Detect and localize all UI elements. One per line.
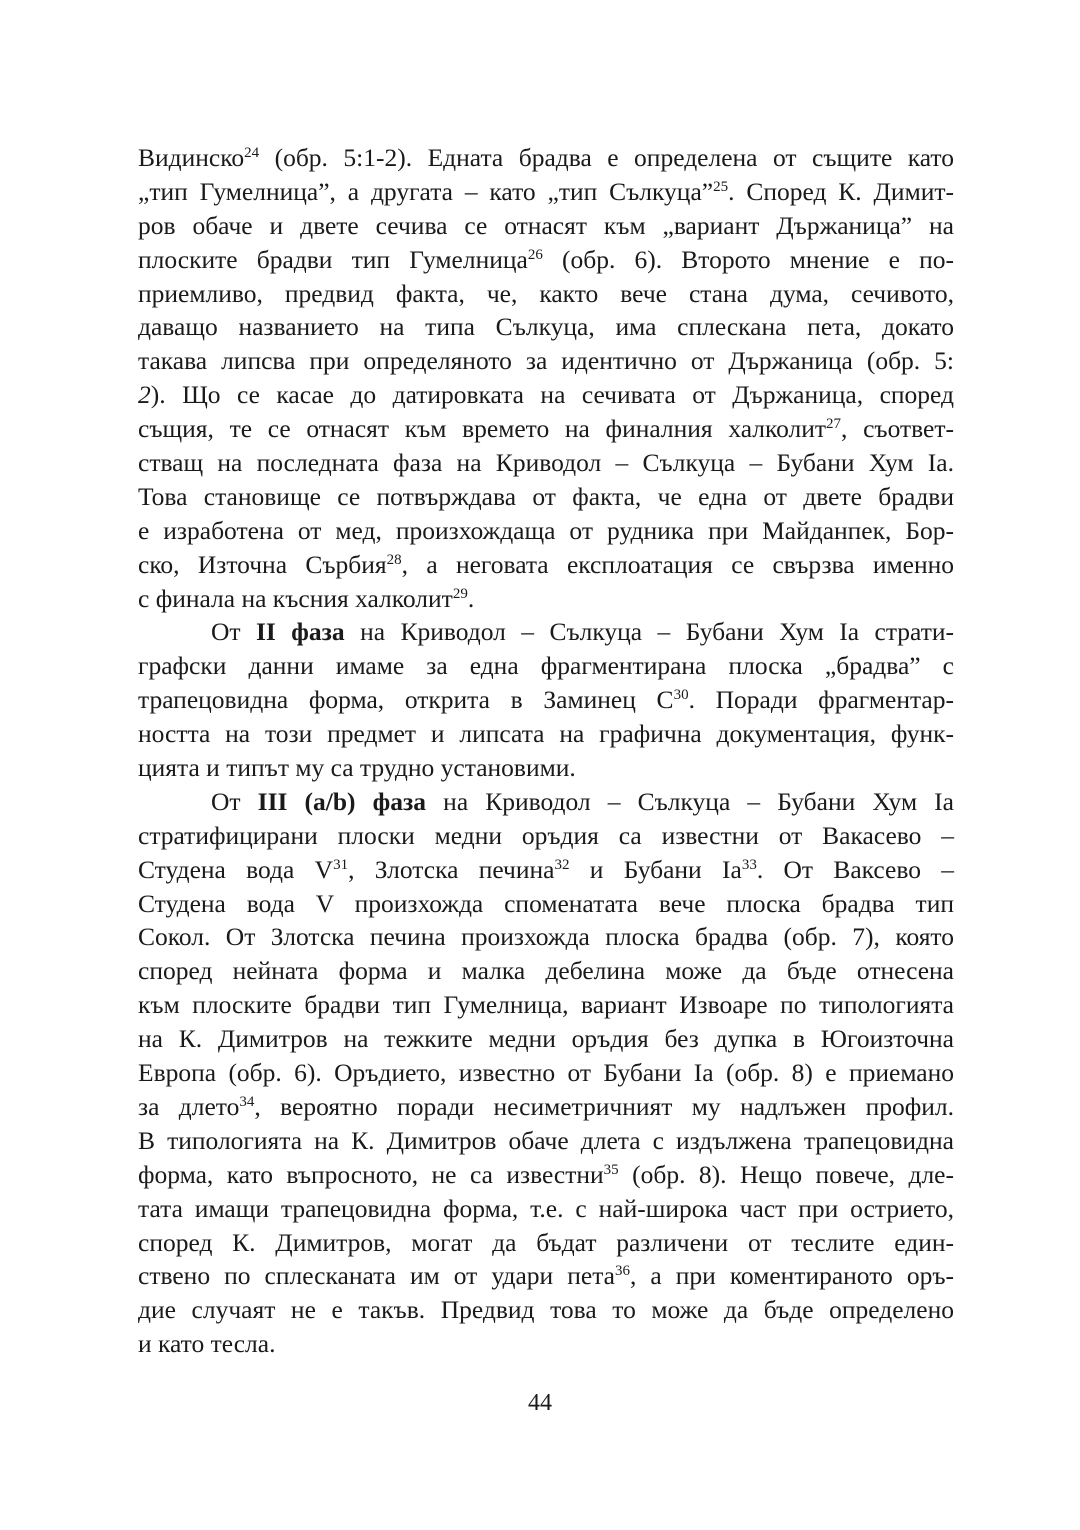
text-line	[138, 988, 954, 1022]
line-text: и Бубани Ia	[569, 854, 742, 884]
line-text: . От Ваксево –	[756, 854, 955, 884]
line-text: „тип Гумелница”, а другата – като „тип Сълкуца”	[138, 176, 714, 206]
text-line	[138, 717, 954, 751]
line-text: От	[211, 617, 256, 647]
line-text: на К. Димитров на тежките медни оръдия без дупка в Югоизточна	[138, 1024, 954, 1054]
line-text: . Поради фрагментар-	[688, 685, 954, 715]
text-line	[138, 1327, 954, 1361]
footnote-ref: 35	[603, 1161, 619, 1178]
line-text: към плоските брадви тип Гумелница, вариант Извоаре по типологията	[138, 990, 954, 1020]
footnote-ref: 34	[239, 1093, 255, 1110]
line-text: В типологията на К. Димитров обаче длета с издължена трапецовидна	[138, 1125, 954, 1155]
text-line	[138, 1293, 954, 1327]
line-text: дие случаят не е такъв. Предвид това то може да бъде определено	[138, 1295, 954, 1325]
line-text: Студена вода V	[138, 854, 334, 884]
footnote-ref: 33	[741, 856, 757, 873]
line-text: същия, те се отнасят към времето на финалния халколит	[138, 414, 827, 444]
line-text: приемливо, предвид факта, че, както вече стана дума, сечивото,	[138, 278, 954, 308]
line-text: ността на този предмет и липсата на графична документация, функ-	[138, 719, 954, 749]
line-text: Студена вода V произхожда споменатата вече плоска брадва тип	[138, 888, 954, 918]
footnote-ref: 29	[452, 585, 468, 602]
text-line	[138, 1192, 954, 1226]
line-text: .	[467, 583, 475, 613]
text-line	[138, 209, 954, 243]
text-line	[138, 751, 954, 785]
text-line	[138, 412, 954, 446]
text-line	[138, 954, 954, 988]
footnote-ref: 30	[673, 687, 689, 704]
paragraph-p3	[138, 785, 954, 1361]
text-line	[138, 582, 954, 616]
line-text: според К. Димитров, могат да бъдат различени от теслите един-	[138, 1227, 954, 1257]
text-line	[138, 920, 954, 954]
line-text: и като тесла.	[138, 1329, 276, 1359]
paragraph-p1	[138, 141, 954, 615]
line-text: форма, като въпросното, не са известни	[138, 1159, 604, 1189]
footnote-ref: 26	[527, 246, 543, 263]
line-text: Това становище се потвърждава от факта, че една от двете брадви	[138, 481, 954, 511]
text-line	[138, 243, 954, 277]
text-line	[138, 378, 954, 412]
line-text: на Криводол – Сълкуца – Бубани Хум Ia	[426, 786, 954, 816]
footnote-ref: 28	[386, 551, 402, 568]
footnote-ref: 24	[244, 145, 260, 161]
line-text: стратифицирани плоски медни оръдия са известни от Вакасево –	[138, 820, 954, 850]
line-text: , Злотска печина	[348, 854, 555, 884]
text-line	[138, 887, 954, 921]
text-line	[138, 683, 954, 717]
text-line	[138, 446, 954, 480]
line-text: тата имащи трапецовидна форма, т.е. с най-широка част при острието,	[138, 1193, 954, 1223]
line-text: е изработена от мед, произхождаща от рудника при Майданпек, Бор-	[138, 515, 954, 545]
text-line	[138, 1259, 954, 1293]
line-text: . Според К. Димит-	[728, 176, 954, 206]
line-text: стващ на последната фаза на Криводол – Сълкуца – Бубани Хум Ia.	[138, 448, 954, 478]
text-line	[138, 310, 954, 344]
text-line	[138, 480, 954, 514]
line-text: (обр. 8). Нещо повече, дле-	[618, 1159, 954, 1189]
line-text: , а неговата експлоатация се свързва именно	[401, 549, 954, 579]
line-text: с финала на късния халколит	[138, 583, 453, 613]
paragraph-p2	[138, 615, 954, 784]
text-line	[138, 1056, 954, 1090]
line-text: на Криводол – Сълкуца – Бубани Хум Ia страти-	[344, 617, 954, 647]
line-text: за длето	[138, 1091, 240, 1121]
line-text: плоските брадви тип Гумелница	[138, 244, 528, 274]
text-line	[138, 1022, 954, 1056]
line-text: Сокол. От Злотска печина произхожда плоска брадва (обр. 7), която	[138, 922, 954, 952]
line-text: От	[211, 786, 258, 816]
text-line	[138, 175, 954, 209]
line-text: ров обаче и двете сечива се отнасят към „вариант Държаница” на	[138, 210, 954, 240]
phase-heading-bold: II фаза	[255, 617, 345, 647]
text-line	[138, 1124, 954, 1158]
line-text: ско, Източна Сърбия	[138, 549, 387, 579]
text-line	[138, 344, 954, 378]
figure-ref-italic: 2	[138, 380, 151, 410]
page-number: 44	[528, 1390, 552, 1416]
text-line	[138, 1158, 954, 1192]
footnote-ref: 31	[333, 856, 349, 873]
line-text: според нейната форма и малка дебелина може да бъде отнесена	[138, 956, 954, 986]
text-line	[138, 1090, 954, 1124]
line-text: Видинско	[138, 143, 245, 172]
phase-heading-bold: III (a/b) фаза	[257, 786, 427, 816]
line-text: (обр. 5:1-2). Едната брадва е определена от същите като	[259, 143, 954, 172]
line-text: такава липсва при определяното за идентично от Държаница (обр. 5:	[138, 346, 954, 376]
text-line	[138, 853, 954, 887]
text-line	[138, 615, 954, 649]
footnote-ref: 32	[554, 856, 570, 873]
line-text: , съответ-	[841, 414, 955, 444]
footnote-ref: 27	[826, 416, 842, 433]
line-text: даващо названието на типа Сълкуца, има сплескана пета, докато	[138, 312, 954, 342]
line-text: , а при коментираното оръ-	[629, 1261, 954, 1291]
text-line	[138, 819, 954, 853]
line-text: Европа (обр. 6). Оръдието, известно от Бубани Ia (обр. 8) е приемано	[138, 1058, 954, 1088]
line-text: ствено по сплесканата им от удари пета	[138, 1261, 615, 1291]
line-text: , вероятно поради несиметричният му надлъжен профил.	[254, 1091, 954, 1121]
text-line	[138, 1226, 954, 1260]
text-line	[138, 649, 954, 683]
footnote-ref: 25	[713, 178, 729, 195]
line-text: ). Що се касае до датировката на сечивата от Държаница, според	[150, 380, 954, 410]
text-line	[138, 548, 954, 582]
text-line	[138, 514, 954, 548]
line-text: цията и типът му са трудно установими.	[138, 753, 576, 783]
body-text	[138, 141, 954, 1361]
line-text: трапецовидна форма, открита в Заминец С	[138, 685, 674, 715]
text-line	[138, 785, 954, 819]
footnote-ref: 36	[614, 1263, 630, 1280]
text-line	[138, 277, 954, 311]
line-text: (обр. 6). Второто мнение е по-	[542, 244, 954, 274]
text-line	[138, 141, 954, 175]
line-text: графски данни имаме за една фрагментирана плоска „брадва” с	[138, 651, 954, 681]
